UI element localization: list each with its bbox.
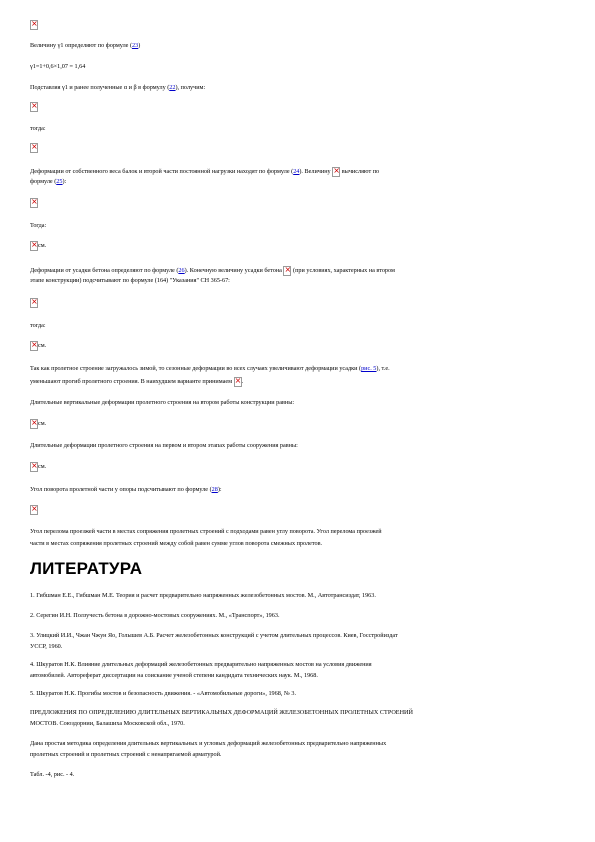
- broken-image-icon: [30, 341, 38, 351]
- formula-link[interactable]: 25: [56, 178, 63, 185]
- formula-link[interactable]: 24: [293, 168, 300, 175]
- formula-image-row: [30, 298, 565, 308]
- formula-image-row: [30, 102, 565, 112]
- broken-image-icon: [283, 266, 291, 276]
- formula-link[interactable]: 26: [178, 267, 185, 274]
- paragraph-line: части в местах сопряжения пролетных строений между собой равен сумме углов поворота смежных пролетов.: [30, 540, 323, 547]
- formula-image-row: [30, 20, 565, 30]
- formula-image-row: ×см.: [30, 241, 565, 251]
- formula-image-row: [30, 143, 565, 153]
- abstract: Дана простая методика определения длительных вертикальных и угловых деформаций железобетонных предварительно напряженных: [30, 740, 387, 747]
- broken-image-icon: [30, 20, 38, 30]
- references-heading: ЛИТЕРАТУРА: [30, 559, 143, 578]
- reference-item-line: УССР, 1960.: [30, 643, 63, 650]
- broken-image-icon: [30, 198, 38, 208]
- paragraph: Угол поворота пролетной части у опоры подсчитывают по формуле (28):: [30, 486, 222, 493]
- paragraph-line: формуле (25):: [30, 178, 67, 185]
- figure-link[interactable]: рис. 5: [361, 365, 377, 372]
- broken-image-icon: [234, 377, 242, 387]
- paragraph: Деформации от усадки бетона определяют по формуле (26). Конечную величину усадки бетона × (при условиях, характерных на втором: [30, 266, 565, 276]
- reference-item-line: автомобилей. Автореферат диссертации на соискание ученой степени кандидата технических наук. М., 1968.: [30, 672, 318, 679]
- paragraph-line: уменьшают прогиб пролетного строения. В наихудшем варианте принимаем ×.: [30, 377, 565, 387]
- formula-image-row: ×см.: [30, 419, 565, 429]
- paragraph: тогда:: [30, 125, 46, 132]
- publication-stats: Табл. -4, рис. - 4.: [30, 771, 75, 778]
- reference-item: 3. Улицкий И.И., Чжан Чжун Яо, Голышев А.Б. Расчет железобетонных конструкций с учетом длительных процессов. Киев, Госстройиздат: [30, 632, 398, 639]
- paragraph-line: этапе конструкции) подсчитывают по формуле (164) "Указания" СН 365-67:: [30, 277, 230, 284]
- paragraph: Угол перелома проезжей части в местах сопряжения пролетных строений с подходами равен углу поворота. Угол перелома проезжей: [30, 528, 382, 535]
- broken-image-icon: [30, 143, 38, 153]
- broken-image-icon: [30, 298, 38, 308]
- paragraph: γ1=1+0,6×1,07 = 1,64: [30, 63, 86, 70]
- paragraph: Величину γ1 определяют по формуле (23): [30, 42, 141, 49]
- abstract-line: пролетных строений и пролетных строений с ненапрягаемой арматурой.: [30, 751, 222, 758]
- paragraph: Длительные вертикальные деформации пролетного строения на втором работы конструкции равны:: [30, 399, 295, 406]
- paragraph: Тогда:: [30, 222, 47, 229]
- paragraph: Так как пролетное строение загружалось зимой, то сезонные деформации во всех случаях увеличивают деформации усадки (рис. 5), т.е.: [30, 365, 390, 372]
- reference-item: 1. Гибшман Е.Е., Гибшман М.Е. Теория и расчет предварительно напряженных железобетонных мостов. М., Автотрансиздат, 1963.: [30, 592, 376, 599]
- broken-image-icon: [30, 505, 38, 515]
- formula-image-row: [30, 505, 565, 515]
- publication-title-line: МОСТОВ. Союздорнии, Балашиха Московской обл., 1970.: [30, 720, 185, 727]
- broken-image-icon: [30, 462, 38, 472]
- paragraph: Деформации от собственного веса балок и второй части постоянной нагрузки находят по формуле (24). Величину × вычисляют по: [30, 167, 565, 177]
- reference-item: 2. Серегин И.Н. Ползучесть бетона в дорожно-мостовых сооружениях. М., «Транспорт», 1963.: [30, 612, 280, 619]
- formula-image-row: [30, 198, 565, 208]
- broken-image-icon: [332, 167, 340, 177]
- broken-image-icon: [30, 419, 38, 429]
- paragraph: Подставляя γ1 и ранее полученные α и β в формулу (22), получим:: [30, 84, 206, 91]
- publication-title: ПРЕДЛОЖЕНИЯ ПО ОПРЕДЕЛЕНИЮ ДЛИТЕЛЬНЫХ ВЕРТИКАЛЬНЫХ ДЕФОРМАЦИЙ ЖЕЛЕЗОБЕТОННЫХ ПРОЛЕТНЫХ СТРОЕНИЙ: [30, 709, 413, 716]
- reference-item: 4. Шкуратов Н.К. Влияние длительных деформаций железобетонных предварительно напряженных мостов на условия движения: [30, 661, 372, 668]
- paragraph: Длительные деформации пролетного строения на первом и втором этапах работы сооружения равны:: [30, 442, 298, 449]
- formula-link[interactable]: 23: [132, 42, 139, 49]
- formula-image-row: ×см.: [30, 341, 565, 351]
- formula-link[interactable]: 22: [169, 84, 176, 91]
- reference-item: 5. Шкуратов Н.К. Прогибы мостов и безопасность движения. - «Автомобильные дороги», 1968, № 3.: [30, 690, 297, 697]
- formula-link[interactable]: 28: [211, 486, 218, 493]
- broken-image-icon: [30, 241, 38, 251]
- paragraph: тогда:: [30, 322, 46, 329]
- broken-image-icon: [30, 102, 38, 112]
- formula-image-row: ×см.: [30, 462, 565, 472]
